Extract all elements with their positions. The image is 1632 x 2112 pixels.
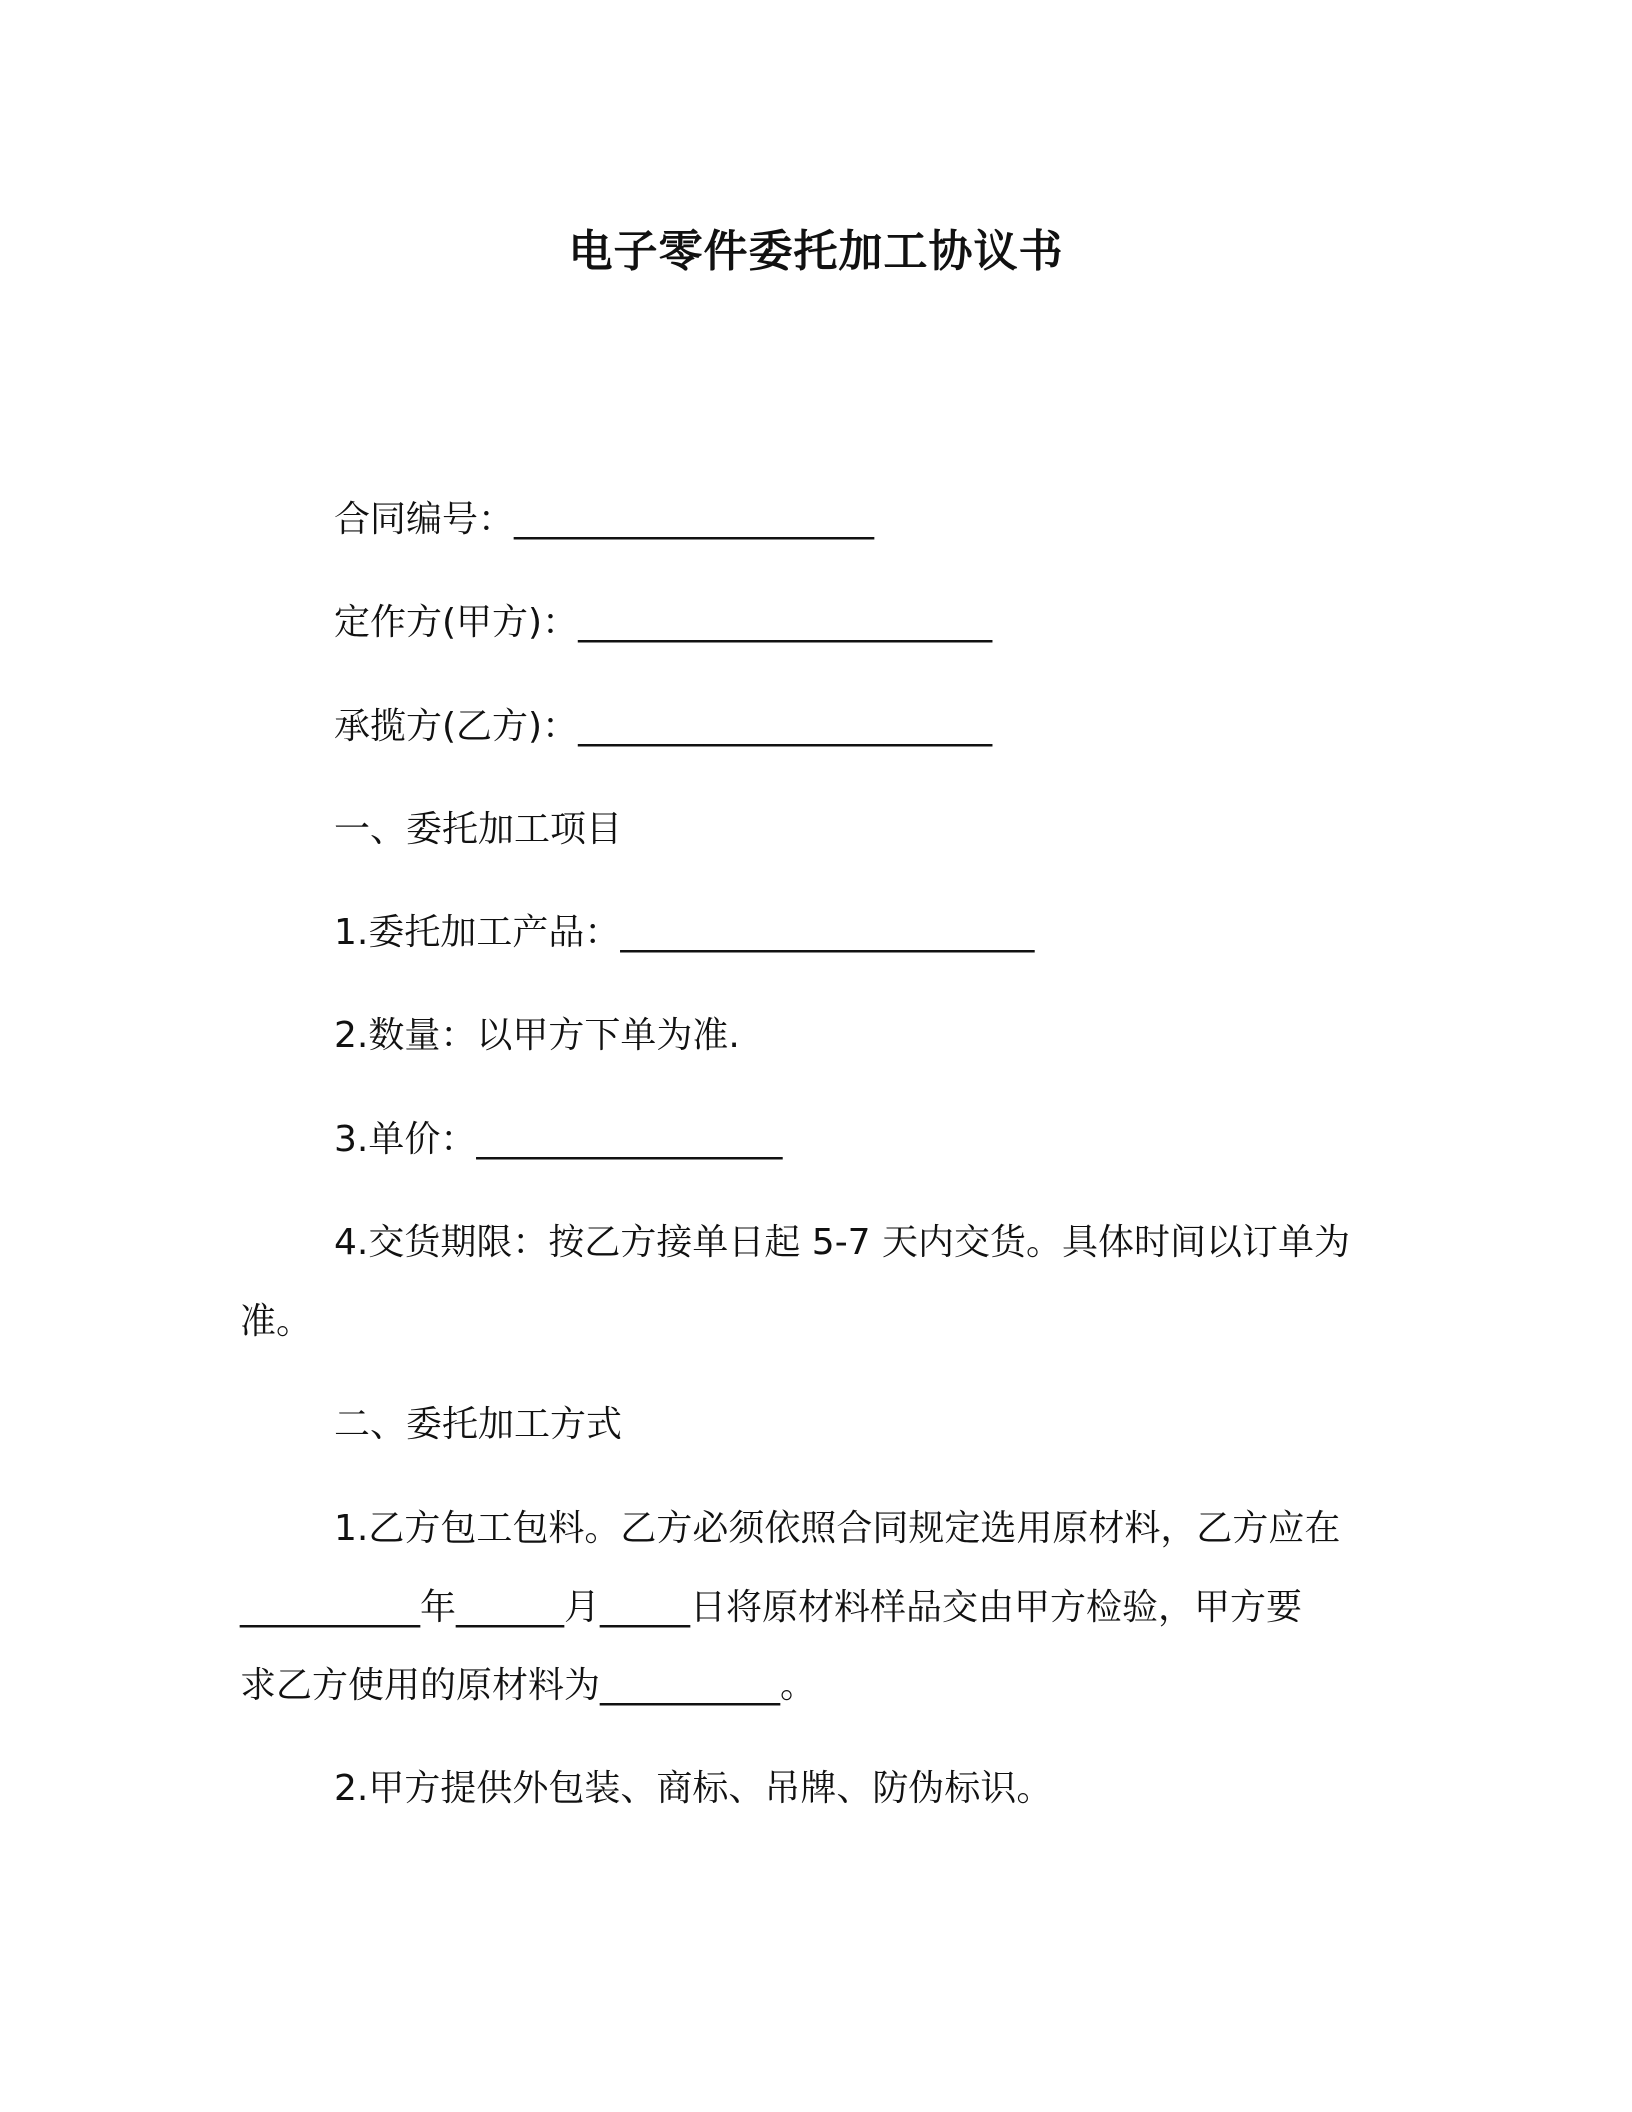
item-delivery-line: 4.交货期限：按乙方接单日起 5-7 天内交货。具体时间以订单为 (334, 1222, 1351, 1263)
party-a-line: 定作方(甲方)：_______________________ (334, 602, 993, 643)
party-b-line: 承揽方(乙方)：_______________________ (334, 706, 993, 747)
method-item-1-continuation-2: 求乙方使用的原材料为__________。 (240, 1665, 817, 1706)
item-product-line: 1.委托加工产品：_______________________ (334, 912, 1035, 953)
method-item-1-continuation-1: __________年______月_____日将原材料样品交由甲方检验，甲方要 (240, 1587, 1303, 1628)
method-item-1-line: 1.乙方包工包料。乙方必须依照合同规定选用原材料，乙方应在 (334, 1508, 1341, 1549)
item-delivery-continuation: 准。 (240, 1301, 313, 1342)
section-heading-1: 一、委托加工项目 (334, 809, 623, 850)
method-item-2-line: 2.甲方提供外包装、商标、吊牌、防伪标识。 (334, 1768, 1053, 1809)
contract-number-line: 合同编号：____________________ (334, 499, 875, 540)
document-title: 电子零件委托加工协议书 (568, 226, 1064, 277)
item-quantity-line: 2.数量：以甲方下单为准. (334, 1015, 740, 1056)
item-price-line: 3.单价：_________________ (334, 1119, 783, 1160)
section-heading-2: 二、委托加工方式 (334, 1404, 623, 1445)
